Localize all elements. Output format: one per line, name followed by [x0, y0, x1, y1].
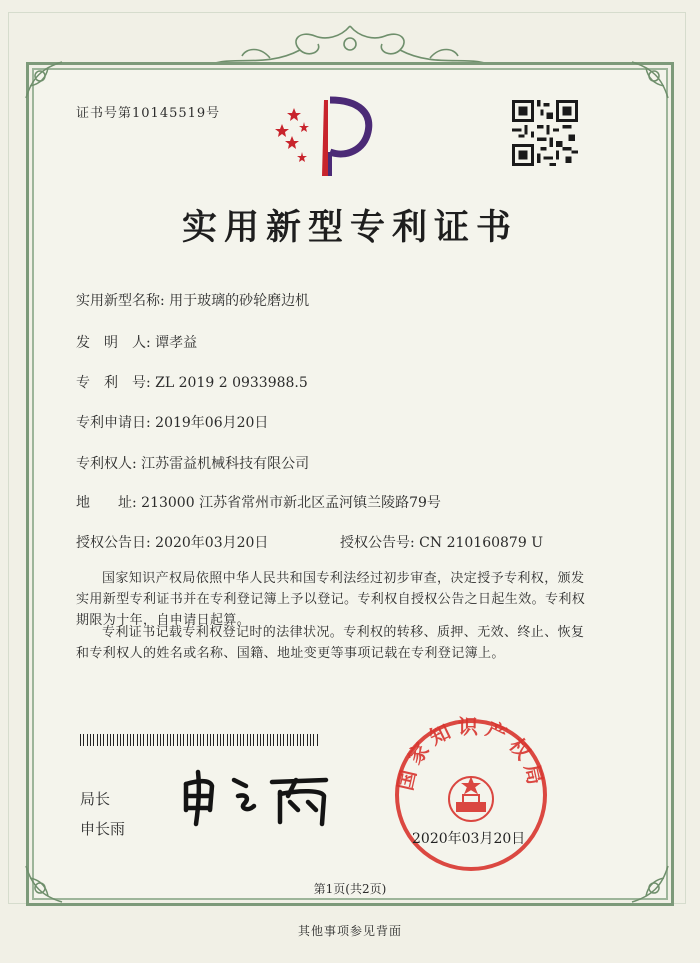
seal-text: 国家知识产权局	[393, 715, 549, 793]
filing-date-row	[76, 412, 268, 432]
grant-number-label: 授权公告号:	[340, 535, 415, 551]
grant-date-label: 授权公告日:	[76, 535, 151, 551]
legal-status-paragraph: 专利证书记载专利权登记时的法律状况。专利权的转移、质押、无效、终止、恢复和专利权人的姓名或名称、国籍、地址变更等事项记载在专利登记簿上。	[76, 625, 585, 661]
patent-number-value: ZL 2019 2 0933988.5	[155, 375, 308, 391]
patent-number-row	[76, 372, 308, 392]
footer-note: 其他事项参见背面	[297, 924, 402, 938]
cnipa-logo	[268, 92, 376, 182]
inventor-value: 谭孝益	[155, 335, 198, 351]
utility-model-name-value: 用于玻璃的砂轮磨边机	[169, 293, 310, 309]
grant-date-row	[76, 532, 268, 552]
page-number: 第1页(共2页)	[313, 882, 387, 896]
grant-date-value: 2020年03月20日	[155, 535, 269, 551]
grant-number-row	[340, 532, 543, 552]
certificate-number: 证书号第10145519号	[76, 106, 221, 121]
address-value: 213000 江苏省常州市新北区孟河镇兰陵路79号	[141, 495, 441, 511]
patentee-label: 专利权人:	[76, 456, 137, 472]
director-signature	[176, 766, 336, 828]
address-row	[76, 492, 441, 512]
inventor-row	[76, 332, 197, 352]
national-emblem-icon	[449, 777, 493, 821]
grant-number-value: CN 210160879 U	[419, 535, 543, 551]
qr-code	[512, 100, 578, 166]
certificate-title: 实用新型专利证书	[181, 207, 518, 248]
inventor-label: 发 明 人:	[76, 335, 151, 351]
patentee-row	[76, 453, 309, 473]
certificate-frame	[26, 62, 674, 906]
patentee-value: 江苏雷益机械科技有限公司	[141, 456, 310, 472]
utility-model-name-row	[76, 290, 309, 310]
utility-model-name-label: 实用新型名称:	[76, 293, 165, 309]
address-label: 地 址:	[76, 495, 137, 511]
grant-statement-paragraph: 国家知识产权局依照中华人民共和国专利法经过初步审查，决定授予专利权，颁发实用新型专利证书并在专利登记簿上予以登记。专利权自授权公告之日起生效。专利权期限为十年，自申请日起算。	[76, 571, 586, 628]
official-seal	[391, 715, 551, 875]
director-name: 申长雨	[80, 820, 126, 838]
corner-ornament-top-right	[602, 58, 672, 128]
barcode	[80, 734, 320, 746]
filing-date-value: 2019年06月20日	[155, 415, 269, 431]
seal-date: 2020年03月20日	[412, 831, 526, 847]
patent-number-label: 专 利 号:	[76, 375, 151, 391]
director-title: 局长	[80, 790, 111, 808]
filing-date-label: 专利申请日:	[76, 415, 151, 431]
